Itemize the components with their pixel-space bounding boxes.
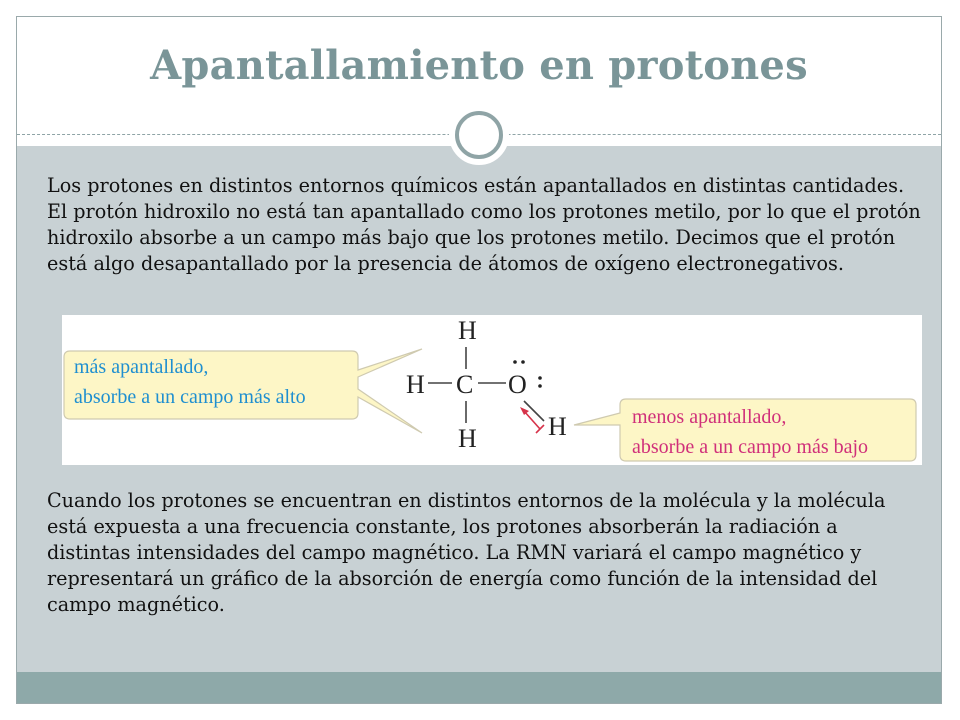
methanol-shielding-figure bbox=[62, 315, 922, 465]
right-callout-line2: absorbe a un campo más bajo bbox=[632, 436, 869, 458]
atom-h-top: H bbox=[458, 316, 477, 345]
right-callout-line1: menos apantallado, bbox=[632, 406, 787, 428]
atom-carbon: C bbox=[456, 370, 474, 399]
slide-title: Apantallamiento en protones bbox=[150, 42, 808, 89]
lone-pair-dot bbox=[513, 360, 517, 364]
atom-h-hydroxyl: H bbox=[548, 412, 567, 441]
left-callout bbox=[64, 349, 422, 433]
right-callout bbox=[574, 399, 916, 461]
paragraph-nmr: Cuando los protones se encuentran en distintos entornos de la molécula y la molécula está expuesta a una frecuencia constante, los protones absorberán la radiación a distintas intensidades del campo magnético. La RMN variará el campo magnético y representará un gráfico de la absorción de energía como función de la intensidad del campo magnético. bbox=[47, 489, 886, 616]
methanol-structure bbox=[406, 316, 567, 453]
electron-shift-arrowhead bbox=[520, 407, 529, 415]
lone-pair-dot bbox=[521, 360, 525, 364]
paragraph-shielding: Los protones en distintos entornos químicos están apantallados en distintas cantidades. El protón hidroxilo no está tan apantallado como los protones metilo, por lo que el protón hidroxilo absorbe a un campo más bajo que los protones metilo. Decimos que el protón está algo desapantallado por la presencia de átomos de oxígeno electronegativos. bbox=[47, 174, 921, 275]
divider-ring-ornament bbox=[448, 104, 510, 166]
atom-oxygen: O bbox=[508, 370, 527, 399]
left-callout-line2: absorbe a un campo más alto bbox=[74, 386, 306, 408]
atom-h-bottom: H bbox=[458, 424, 477, 453]
left-callout-line1: más apantallado, bbox=[74, 356, 209, 378]
lone-pair-dot bbox=[538, 384, 542, 388]
atom-h-left: H bbox=[406, 370, 425, 399]
footer-band bbox=[17, 672, 941, 703]
lone-pair-dot bbox=[538, 376, 542, 380]
